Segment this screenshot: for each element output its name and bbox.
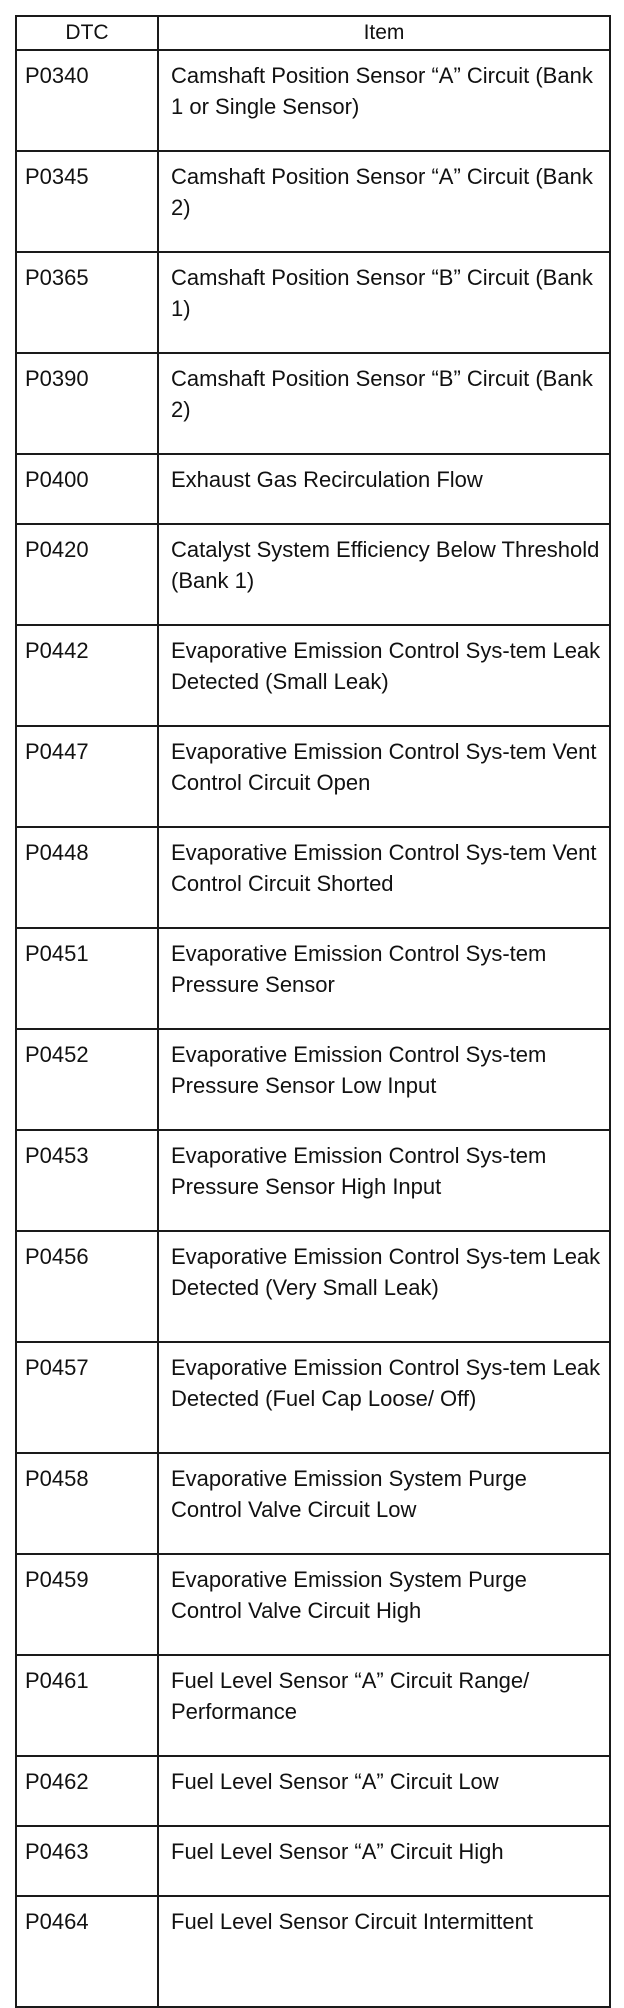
header-item: Item: [158, 16, 610, 50]
table-row: [16, 1655, 610, 1756]
dtc-code: P0442: [16, 625, 158, 726]
dtc-code: P0463: [16, 1826, 158, 1896]
dtc-code: P0461: [16, 1655, 158, 1756]
dtc-code: P0448: [16, 827, 158, 928]
table-row: [16, 726, 610, 827]
dtc-item: Evaporative Emission Control Sys-tem Vent Control Circuit Open: [158, 726, 610, 827]
table-row: [16, 1896, 610, 2007]
table-row: [16, 1342, 610, 1453]
table-row: [16, 50, 610, 151]
dtc-item: Evaporative Emission System Purge Control Valve Circuit Low: [158, 1453, 610, 1554]
table-row: [16, 1826, 610, 1896]
table-row: [16, 1029, 610, 1130]
table-row: [16, 1231, 610, 1342]
dtc-code: P0457: [16, 1342, 158, 1453]
dtc-code: P0400: [16, 454, 158, 524]
dtc-table: [15, 15, 611, 2008]
dtc-item: Camshaft Position Sensor “A” Circuit (Bank 1 or Single Sensor): [158, 50, 610, 151]
dtc-item: Fuel Level Sensor “A” Circuit Range/ Performance: [158, 1655, 610, 1756]
dtc-item: Evaporative Emission Control Sys-tem Pressure Sensor Low Input: [158, 1029, 610, 1130]
dtc-item: Catalyst System Efficiency Below Threshold (Bank 1): [158, 524, 610, 625]
table-row: [16, 353, 610, 454]
dtc-code: P0464: [16, 1896, 158, 2007]
dtc-code: P0452: [16, 1029, 158, 1130]
table-row: [16, 454, 610, 524]
dtc-code: P0345: [16, 151, 158, 252]
table-row: [16, 1554, 610, 1655]
table-row: [16, 827, 610, 928]
dtc-item: Camshaft Position Sensor “A” Circuit (Bank 2): [158, 151, 610, 252]
dtc-code: P0420: [16, 524, 158, 625]
dtc-item: Evaporative Emission Control Sys-tem Leak Detected (Small Leak): [158, 625, 610, 726]
dtc-code: P0365: [16, 252, 158, 353]
dtc-item: Evaporative Emission Control Sys-tem Leak Detected (Fuel Cap Loose/ Off): [158, 1342, 610, 1453]
dtc-item: Exhaust Gas Recirculation Flow: [158, 454, 610, 524]
dtc-code: P0447: [16, 726, 158, 827]
table-row: [16, 252, 610, 353]
dtc-code: P0390: [16, 353, 158, 454]
dtc-item: Fuel Level Sensor Circuit Intermittent: [158, 1896, 610, 2007]
dtc-code: P0451: [16, 928, 158, 1029]
table-row: [16, 625, 610, 726]
dtc-item: Fuel Level Sensor “A” Circuit High: [158, 1826, 610, 1896]
dtc-item: Evaporative Emission System Purge Control Valve Circuit High: [158, 1554, 610, 1655]
table-row: [16, 1130, 610, 1231]
table-row: [16, 524, 610, 625]
dtc-code: P0456: [16, 1231, 158, 1342]
table-row: [16, 928, 610, 1029]
header-dtc: DTC: [16, 16, 158, 50]
table-row: [16, 1756, 610, 1826]
dtc-item: Fuel Level Sensor “A” Circuit Low: [158, 1756, 610, 1826]
dtc-item: Evaporative Emission Control Sys-tem Pressure Sensor: [158, 928, 610, 1029]
dtc-item: Camshaft Position Sensor “B” Circuit (Bank 1): [158, 252, 610, 353]
dtc-code: P0453: [16, 1130, 158, 1231]
table-header-row: [16, 16, 610, 50]
table-row: [16, 151, 610, 252]
dtc-item: Camshaft Position Sensor “B” Circuit (Bank 2): [158, 353, 610, 454]
dtc-item: Evaporative Emission Control Sys-tem Pressure Sensor High Input: [158, 1130, 610, 1231]
dtc-code: P0459: [16, 1554, 158, 1655]
dtc-item: Evaporative Emission Control Sys-tem Vent Control Circuit Shorted: [158, 827, 610, 928]
dtc-code: P0340: [16, 50, 158, 151]
dtc-item: Evaporative Emission Control Sys-tem Leak Detected (Very Small Leak): [158, 1231, 610, 1342]
dtc-code: P0462: [16, 1756, 158, 1826]
table-row: [16, 1453, 610, 1554]
dtc-code: P0458: [16, 1453, 158, 1554]
